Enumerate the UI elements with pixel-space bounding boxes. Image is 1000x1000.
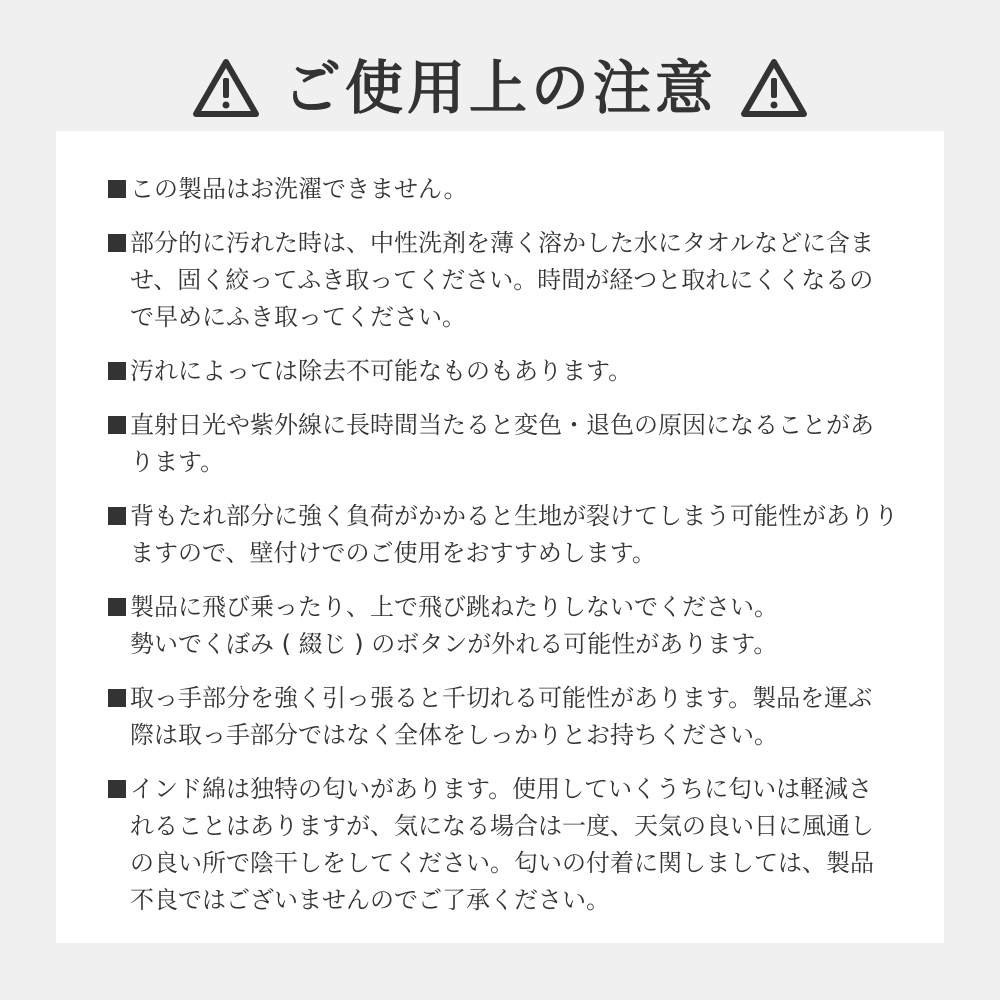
note-item (106, 589, 914, 663)
square-bullet-icon (106, 171, 130, 208)
square-bullet-icon (106, 498, 130, 535)
note-item (106, 225, 914, 336)
note-item (106, 171, 914, 208)
square-bullet-icon (106, 680, 130, 717)
note-line: 取っ手部分を強く引っ張ると千切れる可能性があります。製品を運ぶ (130, 684, 873, 712)
note-text (130, 771, 914, 919)
note-line: で早めにふき取ってください。 (130, 303, 466, 331)
square-bullet-icon (106, 407, 130, 444)
notes-list (106, 171, 914, 936)
note-text (130, 225, 914, 336)
note-line: この製品はお洗濯できません。 (130, 175, 468, 203)
warning-triangle-icon (739, 56, 809, 120)
note-line: 汚れによっては除去不可能なものもあります。 (130, 357, 633, 385)
note-line: の良い所で陰干しをしてください。匂いの付着に関しましては、製品 (130, 849, 874, 877)
note-text (130, 353, 914, 390)
note-text (130, 498, 914, 572)
square-bullet-icon (106, 589, 130, 626)
square-bullet-icon (106, 771, 130, 808)
note-text (130, 589, 914, 663)
note-line: ますので、壁付けでのご使用をおすすめします。 (130, 539, 656, 567)
note-item (106, 680, 914, 754)
warning-triangle-icon (191, 56, 261, 120)
note-text (130, 407, 914, 481)
note-line: 部分的に汚れた時は、中性洗剤を薄く溶かした水にタオルなどに含ま (130, 229, 874, 257)
note-line: 勢いでくぼみ ( 綴じ ) のボタンが外れる可能性があります。 (130, 630, 778, 658)
note-item (106, 353, 914, 390)
note-line: 製品に飛び乗ったり、上で飛び跳ねたりしないでください。 (130, 593, 778, 621)
notes-panel (56, 131, 944, 943)
note-item (106, 407, 914, 481)
note-item (106, 498, 914, 572)
square-bullet-icon (106, 225, 130, 262)
note-line: れることはありますが、気になる場合は一度、天気の良い日に風通し (130, 812, 874, 840)
note-line: 際は取っ手部分ではなく全体をしっかりとお持ちください。 (130, 721, 778, 749)
note-text (130, 171, 914, 208)
note-line: インド綿は独特の匂いがあります。使用していくうちに匂いは軽減さ (130, 775, 873, 803)
note-line: 直射日光や紫外線に長時間当たると変色・退色の原因になることがあ (130, 411, 874, 439)
header (0, 48, 1000, 128)
note-line: せ、固く絞ってふき取ってください。時間が経つと取れにくくなるの (130, 266, 874, 294)
note-line: 不良ではございませんのでご了承ください。 (130, 886, 610, 914)
square-bullet-icon (106, 353, 130, 390)
note-line: 背もたれ部分に強く負荷がかかると生地が裂けてしまう可能性がありり (130, 502, 898, 530)
page-title: ご使用上の注意 (282, 54, 717, 122)
note-item (106, 771, 914, 919)
note-line: ります。 (130, 448, 225, 476)
note-text (130, 680, 914, 754)
